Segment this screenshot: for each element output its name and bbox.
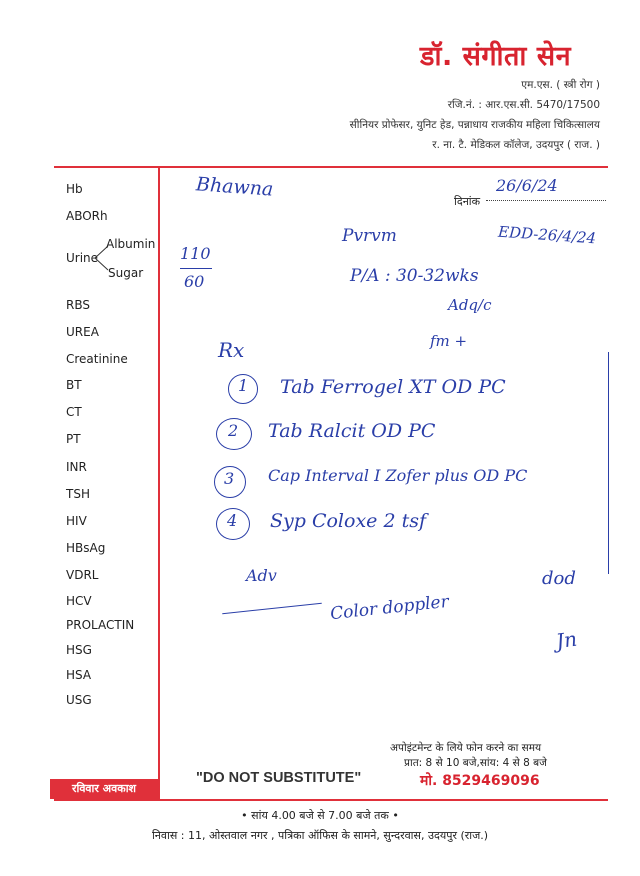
hw-med1-number: 1 bbox=[238, 376, 249, 395]
hw-advice: Adv bbox=[246, 566, 277, 585]
doctor-name: डॉ. संगीता सेन bbox=[420, 41, 572, 72]
doctor-position: सीनियर प्रोफेसर, युनिट हेड, पन्नाधाय राजकीय महिला चिकित्सालय bbox=[349, 119, 600, 131]
hw-fm: fm + bbox=[430, 332, 468, 350]
test-hsg: HSG bbox=[66, 643, 92, 657]
test-urine: Urine bbox=[66, 251, 99, 265]
test-hsa: HSA bbox=[66, 668, 92, 682]
hw-med4: Syp Coloxe 2 tsf bbox=[270, 510, 426, 532]
hw-bp-systolic: 110 bbox=[180, 244, 211, 263]
hw-med2: Tab Ralcit OD PC bbox=[268, 420, 436, 442]
registration-number: रजि.नं. : आर.एस.सी. 5470/17500 bbox=[447, 99, 600, 111]
test-aborh: ABORh bbox=[66, 209, 108, 223]
hw-date: 26/6/24 bbox=[496, 176, 558, 195]
test-bt: BT bbox=[66, 378, 82, 392]
test-tsh: TSH bbox=[66, 487, 90, 501]
test-sugar: Sugar bbox=[108, 266, 144, 280]
test-hcv: HCV bbox=[66, 594, 92, 608]
test-albumin: Albumin bbox=[106, 237, 156, 251]
test-hbsag: HBsAg bbox=[66, 541, 106, 555]
sunday-holiday-badge: रविवार अवकाश bbox=[50, 779, 158, 799]
test-hb: Hb bbox=[66, 182, 83, 196]
test-hiv: HIV bbox=[66, 514, 87, 528]
hw-edd: EDD-26/4/24 bbox=[497, 222, 597, 248]
hw-signature: Jn bbox=[554, 626, 579, 654]
footer-address: निवास : 11, ओस्तवाल नगर , पत्रिका ऑफिस के सामने, सुन्दरवास, उदयपुर (राज.) bbox=[151, 829, 489, 842]
appointment-line2: प्रात: 8 से 10 बजे,सांय: 4 से 8 बजे bbox=[404, 757, 547, 769]
hw-color-doppler: Color doppler bbox=[329, 591, 450, 625]
test-urea: UREA bbox=[66, 325, 99, 339]
appointment-line1: अपोइंटमेन्ट के लिये फोन करने का समय bbox=[390, 742, 542, 754]
test-pt: PT bbox=[66, 432, 81, 446]
hw-patient-name: Bhawna bbox=[195, 173, 275, 201]
header-divider bbox=[54, 166, 608, 168]
hw-med2-number: 2 bbox=[228, 421, 239, 440]
hw-adequate: Adq/c bbox=[448, 296, 492, 314]
hw-bp-diastolic: 60 bbox=[184, 272, 205, 291]
hw-advice-underline bbox=[222, 603, 322, 614]
test-prolactin: PROLACTIN bbox=[66, 618, 135, 632]
doctor-degree: एम.एस. ( स्त्री रोग ) bbox=[521, 79, 600, 91]
hw-right-bracket bbox=[608, 352, 609, 574]
date-dotted-line bbox=[486, 200, 606, 201]
hw-med3: Cap Interval I Zofer plus OD PC bbox=[268, 466, 528, 485]
hw-pa: P/A : 30-32wks bbox=[350, 266, 479, 286]
date-label: दिनांक bbox=[454, 195, 481, 208]
hw-para: Pvrvm bbox=[342, 226, 397, 246]
test-vdrl: VDRL bbox=[66, 568, 99, 582]
hw-med3-number: 3 bbox=[224, 469, 235, 488]
test-creatinine: Creatinine bbox=[66, 352, 128, 366]
test-inr: INR bbox=[66, 460, 87, 474]
footer-divider bbox=[54, 799, 608, 801]
test-rbs: RBS bbox=[66, 298, 90, 312]
hw-med4-number: 4 bbox=[227, 511, 238, 530]
hw-med1: Tab Ferrogel XT OD PC bbox=[280, 376, 506, 398]
hw-rx: Rx bbox=[218, 338, 245, 362]
hw-dod: dod bbox=[542, 568, 576, 589]
college-name: र. ना. टै. मेडिकल कॉलेज, उदयपुर ( राज. ) bbox=[432, 139, 600, 151]
do-not-substitute: "DO NOT SUBSTITUTE" bbox=[196, 770, 362, 786]
tests-divider bbox=[158, 167, 160, 799]
test-usg: USG bbox=[66, 693, 92, 707]
test-ct: CT bbox=[66, 405, 82, 419]
footer-timing: • सांय 4.00 बजे से 7.00 बजे तक • bbox=[241, 809, 399, 822]
hw-bp-line bbox=[180, 268, 212, 269]
phone-number: मो. 8529469096 bbox=[420, 773, 540, 789]
